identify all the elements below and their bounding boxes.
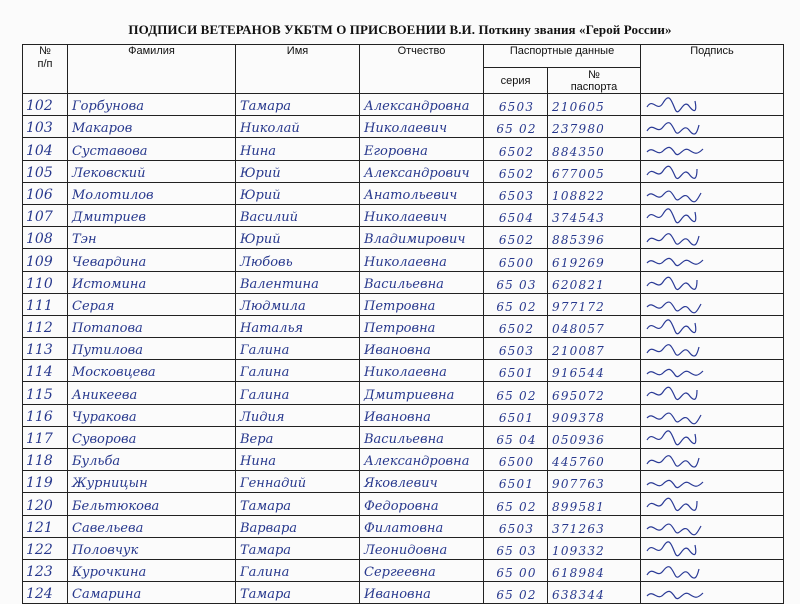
header-number-symbol: № [39, 45, 51, 57]
table-row [23, 116, 784, 138]
table-row [23, 338, 784, 360]
row-name: Тамара [236, 537, 360, 559]
table-row [23, 537, 784, 559]
row-name: Валентина [236, 271, 360, 293]
row-passport-series: 6500 [484, 449, 548, 471]
row-passport-number: 884350 [548, 138, 641, 160]
header-series: серия [484, 68, 548, 94]
row-surname: Половчук [68, 537, 236, 559]
row-passport-number: 371263 [548, 515, 641, 537]
table-row [23, 449, 784, 471]
row-surname: Чевардина [68, 249, 236, 271]
header-number-abbr: п/п [37, 58, 53, 70]
row-patronymic: Александровна [360, 94, 484, 116]
row-name: Галина [236, 360, 360, 382]
row-passport-number: 445760 [548, 449, 641, 471]
row-number: 112 [23, 315, 68, 337]
signature-scribble [645, 494, 705, 514]
header-signature: Подпись [641, 45, 784, 94]
row-signature [641, 204, 784, 226]
row-surname: Бульба [68, 449, 236, 471]
row-name: Лидия [236, 404, 360, 426]
row-surname: Путилова [68, 338, 236, 360]
table-row [23, 515, 784, 537]
row-name: Юрий [236, 182, 360, 204]
row-number: 118 [23, 449, 68, 471]
row-number: 114 [23, 360, 68, 382]
row-number: 120 [23, 493, 68, 515]
row-surname: Московцева [68, 360, 236, 382]
row-passport-number: 050936 [548, 426, 641, 448]
table-row [23, 360, 784, 382]
row-passport-series: 65 00 [484, 559, 548, 581]
signature-scribble [645, 184, 705, 204]
row-signature [641, 271, 784, 293]
row-patronymic: Ивановна [360, 582, 484, 604]
row-number: 108 [23, 227, 68, 249]
row-surname: Молотилов [68, 182, 236, 204]
row-passport-number: 916544 [548, 360, 641, 382]
header-passport-number-symbol: № [588, 68, 600, 81]
row-signature [641, 426, 784, 448]
row-passport-series: 6501 [484, 471, 548, 493]
row-passport-series: 6502 [484, 160, 548, 182]
signature-scribble [645, 361, 705, 381]
signature-scribble [645, 117, 705, 137]
table-row [23, 271, 784, 293]
row-passport-number: 210605 [548, 94, 641, 116]
row-number: 121 [23, 515, 68, 537]
row-number: 109 [23, 249, 68, 271]
row-patronymic: Яковлевич [360, 471, 484, 493]
row-passport-number: 885396 [548, 227, 641, 249]
row-passport-number: 695072 [548, 382, 641, 404]
row-surname: Курочкина [68, 559, 236, 581]
row-surname: Аникеева [68, 382, 236, 404]
row-number: 115 [23, 382, 68, 404]
row-passport-series: 6503 [484, 182, 548, 204]
row-passport-series: 65 03 [484, 271, 548, 293]
row-surname: Тэн [68, 227, 236, 249]
row-passport-series: 6502 [484, 315, 548, 337]
row-patronymic: Николаевич [360, 204, 484, 226]
row-patronymic: Сергеевна [360, 559, 484, 581]
signature-scribble [645, 317, 705, 337]
signature-scribble [645, 472, 705, 492]
row-signature [641, 360, 784, 382]
row-patronymic: Филатовна [360, 515, 484, 537]
signature-scribble [645, 383, 705, 403]
row-passport-series: 65 02 [484, 582, 548, 604]
row-passport-number: 619269 [548, 249, 641, 271]
row-patronymic: Николаевна [360, 360, 484, 382]
row-patronymic: Васильевна [360, 426, 484, 448]
row-passport-series: 6504 [484, 204, 548, 226]
row-passport-series: 65 02 [484, 493, 548, 515]
row-signature [641, 227, 784, 249]
row-patronymic: Васильевна [360, 271, 484, 293]
table-row [23, 182, 784, 204]
signature-scribble [645, 95, 705, 115]
row-signature [641, 138, 784, 160]
row-passport-number: 907763 [548, 471, 641, 493]
row-passport-series: 6501 [484, 404, 548, 426]
row-name: Варвара [236, 515, 360, 537]
header-name: Имя [236, 45, 360, 94]
table-row [23, 493, 784, 515]
signature-scribble [645, 206, 705, 226]
row-surname: Савельева [68, 515, 236, 537]
row-passport-number: 618984 [548, 559, 641, 581]
row-number: 107 [23, 204, 68, 226]
row-patronymic: Петровна [360, 293, 484, 315]
header-patronymic: Отчество [360, 45, 484, 94]
row-surname: Чуракова [68, 404, 236, 426]
row-number: 105 [23, 160, 68, 182]
row-signature [641, 404, 784, 426]
row-passport-series: 6501 [484, 360, 548, 382]
row-name: Наталья [236, 315, 360, 337]
row-signature [641, 449, 784, 471]
table-row [23, 94, 784, 116]
row-signature [641, 249, 784, 271]
row-passport-series: 65 02 [484, 293, 548, 315]
signature-table [22, 44, 784, 604]
row-patronymic: Леонидовна [360, 537, 484, 559]
row-name: Тамара [236, 582, 360, 604]
row-signature [641, 471, 784, 493]
signature-scribble [645, 561, 705, 581]
row-surname: Самарина [68, 582, 236, 604]
signature-scribble [645, 295, 705, 315]
row-signature [641, 382, 784, 404]
row-passport-series: 6500 [484, 249, 548, 271]
row-passport-number: 620821 [548, 271, 641, 293]
header-number [23, 45, 68, 94]
row-name: Николай [236, 116, 360, 138]
signature-scribble [645, 428, 705, 448]
row-number: 117 [23, 426, 68, 448]
row-passport-number: 977172 [548, 293, 641, 315]
row-surname: Горбунова [68, 94, 236, 116]
row-passport-series: 65 02 [484, 382, 548, 404]
signature-scribble [645, 250, 705, 270]
row-patronymic: Владимирович [360, 227, 484, 249]
row-name: Галина [236, 382, 360, 404]
row-signature [641, 160, 784, 182]
signature-scribble [645, 517, 705, 537]
row-passport-number: 909378 [548, 404, 641, 426]
row-surname: Журницын [68, 471, 236, 493]
row-surname: Макаров [68, 116, 236, 138]
row-number: 123 [23, 559, 68, 581]
row-passport-series: 6503 [484, 94, 548, 116]
row-patronymic: Петровна [360, 315, 484, 337]
row-number: 102 [23, 94, 68, 116]
table-row [23, 160, 784, 182]
row-name: Тамара [236, 493, 360, 515]
signature-scribble [645, 228, 705, 248]
row-signature [641, 94, 784, 116]
row-surname: Суворова [68, 426, 236, 448]
row-number: 103 [23, 116, 68, 138]
table-row [23, 227, 784, 249]
table-row [23, 293, 784, 315]
header-passport: Паспортные данные [484, 45, 641, 68]
row-passport-number: 109332 [548, 537, 641, 559]
table-row [23, 315, 784, 337]
row-passport-series: 6502 [484, 227, 548, 249]
row-surname: Лековский [68, 160, 236, 182]
row-signature [641, 582, 784, 604]
row-patronymic: Дмитриевна [360, 382, 484, 404]
row-passport-series: 6503 [484, 515, 548, 537]
row-number: 113 [23, 338, 68, 360]
row-signature [641, 315, 784, 337]
table-row [23, 559, 784, 581]
row-name: Галина [236, 559, 360, 581]
row-name: Юрий [236, 160, 360, 182]
row-surname: Серая [68, 293, 236, 315]
row-patronymic: Ивановна [360, 404, 484, 426]
header-passport-number-label: паспорта [570, 80, 618, 93]
row-signature [641, 182, 784, 204]
row-passport-number: 638344 [548, 582, 641, 604]
row-name: Любовь [236, 249, 360, 271]
header-surname: Фамилия [68, 45, 236, 94]
row-name: Геннадий [236, 471, 360, 493]
row-name: Нина [236, 449, 360, 471]
row-name: Галина [236, 338, 360, 360]
row-passport-number: 237980 [548, 116, 641, 138]
row-surname: Истомина [68, 271, 236, 293]
row-number: 104 [23, 138, 68, 160]
row-name: Нина [236, 138, 360, 160]
table-row [23, 382, 784, 404]
row-patronymic: Егоровна [360, 138, 484, 160]
row-name: Василий [236, 204, 360, 226]
row-passport-number: 210087 [548, 338, 641, 360]
table-row [23, 582, 784, 604]
signature-scribble [645, 450, 705, 470]
row-signature [641, 515, 784, 537]
row-passport-number: 899581 [548, 493, 641, 515]
row-passport-series: 65 03 [484, 537, 548, 559]
header-passport-number [548, 68, 641, 94]
table-row [23, 426, 784, 448]
row-signature [641, 559, 784, 581]
table-row [23, 138, 784, 160]
row-patronymic: Александрович [360, 160, 484, 182]
signature-scribble [645, 406, 705, 426]
row-name: Вера [236, 426, 360, 448]
row-patronymic: Николаевич [360, 116, 484, 138]
row-passport-number: 108822 [548, 182, 641, 204]
row-signature [641, 116, 784, 138]
table-row [23, 249, 784, 271]
row-surname: Суставова [68, 138, 236, 160]
document-title: ПОДПИСИ ВЕТЕРАНОВ УКБТМ О ПРИСВОЕНИИ В.И. Поткину звания «Герой России» [128, 22, 672, 37]
row-signature [641, 293, 784, 315]
row-passport-series: 6503 [484, 338, 548, 360]
row-surname: Дмитриев [68, 204, 236, 226]
row-passport-number: 048057 [548, 315, 641, 337]
row-number: 122 [23, 537, 68, 559]
row-passport-series: 6502 [484, 138, 548, 160]
row-number: 106 [23, 182, 68, 204]
row-name: Юрий [236, 227, 360, 249]
row-signature [641, 493, 784, 515]
signature-scribble [645, 162, 705, 182]
row-name: Людмила [236, 293, 360, 315]
row-patronymic: Александровна [360, 449, 484, 471]
signature-scribble [645, 139, 705, 159]
signature-scribble [645, 539, 705, 559]
signature-scribble [645, 273, 705, 293]
row-passport-series: 65 02 [484, 116, 548, 138]
row-passport-number: 374543 [548, 204, 641, 226]
row-surname: Потапова [68, 315, 236, 337]
table-row [23, 471, 784, 493]
row-number: 119 [23, 471, 68, 493]
row-signature [641, 537, 784, 559]
row-patronymic: Федоровна [360, 493, 484, 515]
row-number: 111 [23, 293, 68, 315]
row-number: 116 [23, 404, 68, 426]
signature-scribble [645, 583, 705, 603]
table-body [23, 94, 784, 604]
table-row [23, 204, 784, 226]
row-patronymic: Николаевна [360, 249, 484, 271]
row-signature [641, 338, 784, 360]
row-number: 110 [23, 271, 68, 293]
row-patronymic: Ивановна [360, 338, 484, 360]
row-passport-number: 677005 [548, 160, 641, 182]
signature-scribble [645, 339, 705, 359]
row-patronymic: Анатольевич [360, 182, 484, 204]
table-row [23, 404, 784, 426]
row-name: Тамара [236, 94, 360, 116]
row-number: 124 [23, 582, 68, 604]
row-surname: Бельтюкова [68, 493, 236, 515]
row-passport-series: 65 04 [484, 426, 548, 448]
